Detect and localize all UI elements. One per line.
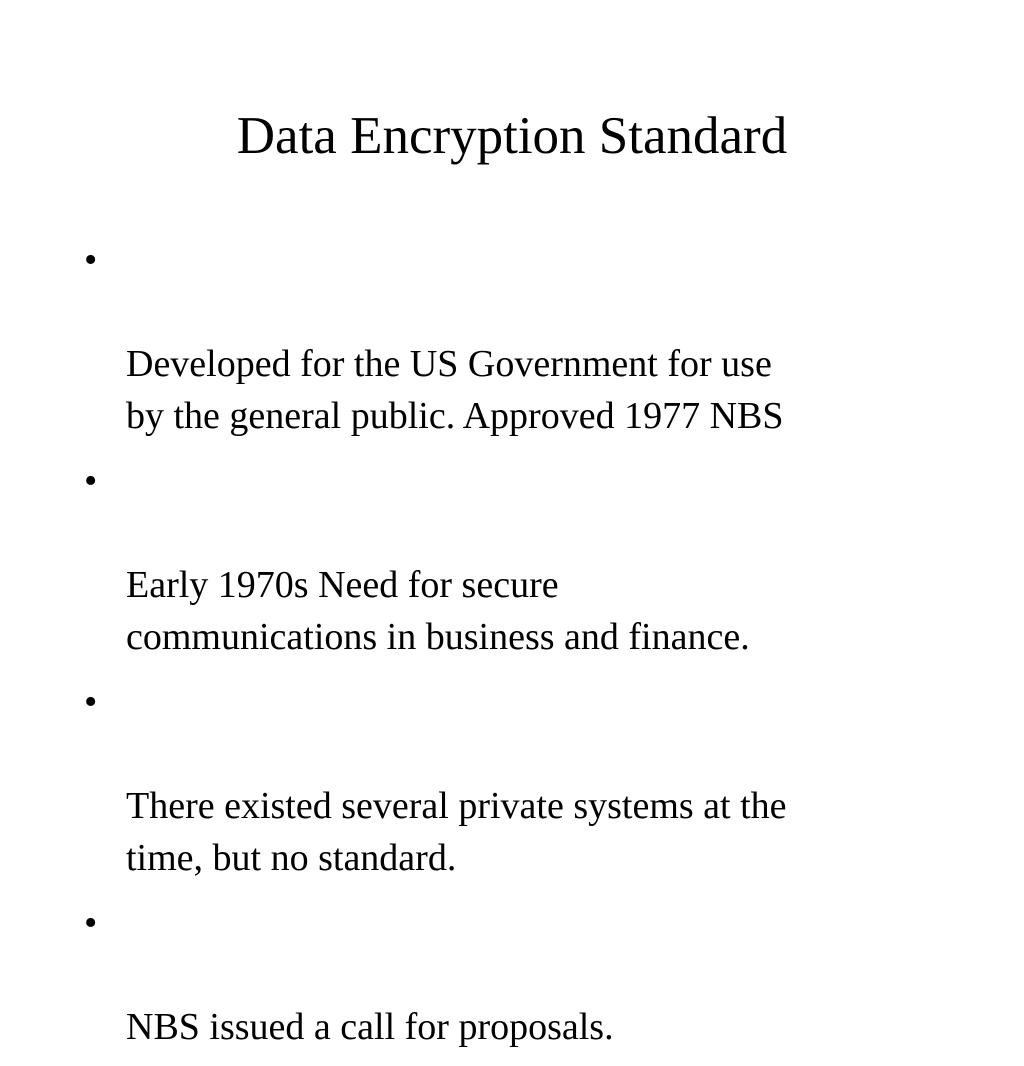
bullet-icon: • — [84, 239, 98, 281]
bullet-icon: • — [84, 460, 98, 502]
bullet-icon: • — [84, 681, 98, 723]
bullet-text: Early 1970s Need for secure communications in business and finance. — [126, 564, 750, 658]
bullet-text: NBS issued a call for proposals. — [126, 1006, 614, 1048]
list-item — [84, 234, 944, 442]
bullet-icon: • — [84, 902, 98, 944]
bullet-text: There existed several private systems at the time, but no standard. — [126, 785, 787, 879]
list-item — [84, 897, 944, 1053]
list-item — [84, 455, 944, 663]
bullet-list — [84, 234, 944, 1066]
bullet-text: Developed for the US Government for use by the general public. Approved 1977 NBS — [126, 343, 784, 437]
list-item — [84, 676, 944, 884]
slide-title: Data Encryption Standard — [236, 107, 788, 165]
